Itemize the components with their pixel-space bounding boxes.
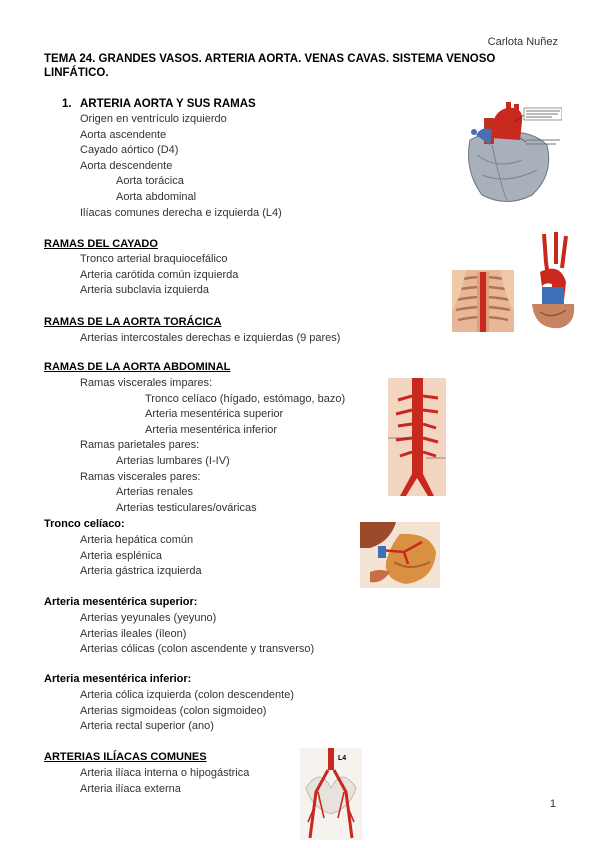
- aorta-list: [0, 112, 282, 221]
- list-item: - Arteria carótida común izquierda: [0, 268, 238, 284]
- mesenterica-inferior-list: [0, 688, 294, 735]
- subheading-tronco-celiaco: Tronco celíaco:: [44, 518, 125, 530]
- list-item: - Arteria esplénica: [0, 549, 202, 565]
- list-item: - Arterias renales: [0, 485, 345, 501]
- list-item: - Cayado aórtico (D4): [0, 143, 282, 159]
- page-title: TEMA 24. GRANDES VASOS. ARTERIA AORTA. VENAS CAVAS. SISTEMA VENOSO LINFÁTICO.: [44, 53, 496, 79]
- list-item: - Arteria ilíaca externa: [0, 782, 249, 798]
- list-item: - Aorta ascendente: [0, 128, 282, 144]
- section-heading-iliacas: ARTERIAS ILÍACAS COMUNES: [44, 751, 207, 763]
- celiac-trunk-illustration: [360, 522, 440, 588]
- list-item: - Arteria subclavia izquierda: [0, 283, 238, 299]
- section-heading-cayado: RAMAS DEL CAYADO: [44, 238, 158, 250]
- list-item: - Ilíacas comunes derecha e izquierda (L4): [0, 206, 282, 222]
- subheading-mesenterica-superior: Arteria mesentérica superior:: [44, 596, 198, 608]
- list-item: - Arteria hepática común: [0, 533, 202, 549]
- author-name: Carlota Nuñez: [487, 36, 558, 48]
- list-item: - Arterias yeyunales (yeyuno): [0, 611, 314, 627]
- celiaco-list: [0, 533, 202, 580]
- list-item: - Arterias ileales (íleon): [0, 627, 314, 643]
- abdominal-list: [0, 376, 345, 516]
- heart-illustration: [462, 100, 562, 205]
- list-item: - Arterias cólicas (colon ascendente y transverso): [0, 642, 314, 658]
- list-item: - Tronco celíaco (hígado, estómago, bazo): [0, 392, 345, 408]
- list-item: - Tronco arterial braquiocefálico: [0, 252, 238, 268]
- list-item: - Arterias lumbares (I-IV): [0, 454, 345, 470]
- page-number: 1: [549, 798, 556, 810]
- list-item: - Arteria gástrica izquierda: [0, 564, 202, 580]
- list-item: - Ramas parietales pares:: [0, 438, 345, 454]
- list-item: - Arterias sigmoideas (colon sigmoideo): [0, 704, 294, 720]
- section-number: 1.: [62, 98, 72, 110]
- iliacas-list: [0, 766, 249, 797]
- list-item: - Arteria ilíaca interna o hipogástrica: [0, 766, 249, 782]
- list-item: - Arteria mesentérica superior: [0, 407, 345, 423]
- aortic-arch-illustration: [530, 232, 578, 332]
- iliac-bifurcation-illustration: [300, 748, 362, 840]
- toracica-list: [0, 331, 340, 347]
- list-item: - Aorta torácica: [0, 174, 282, 190]
- abdominal-aorta-illustration: [388, 378, 446, 496]
- list-item: - Ramas viscerales pares:: [0, 470, 345, 486]
- cayado-list: [0, 252, 238, 299]
- list-item: - Aorta abdominal: [0, 190, 282, 206]
- section-heading-toracica: RAMAS DE LA AORTA TORÁCICA: [44, 316, 222, 328]
- section-heading-abdominal: RAMAS DE LA AORTA ABDOMINAL: [44, 361, 231, 373]
- list-item: - Arteria cólica izquierda (colon descendente): [0, 688, 294, 704]
- list-item: - Arterias testiculares/ováricas: [0, 501, 345, 517]
- section-heading-aorta: [62, 98, 256, 110]
- subheading-mesenterica-inferior: Arteria mesentérica inferior:: [44, 673, 192, 685]
- mesenterica-superior-list: [0, 611, 314, 658]
- list-item: - Arteria mesentérica inferior: [0, 423, 345, 439]
- list-item: - Arterias intercostales derechas e izquierdas (9 pares): [0, 331, 340, 347]
- list-item: - Arteria rectal superior (ano): [0, 719, 294, 735]
- list-item: - Origen en ventrículo izquierdo: [0, 112, 282, 128]
- list-item: - Aorta descendente: [0, 159, 282, 175]
- thoracic-aorta-illustration: [452, 270, 514, 332]
- section-heading-text: ARTERIA AORTA Y SUS RAMAS: [80, 98, 256, 110]
- list-item: - Ramas viscerales impares:: [0, 376, 345, 392]
- figure-label-l4: L4: [338, 755, 347, 762]
